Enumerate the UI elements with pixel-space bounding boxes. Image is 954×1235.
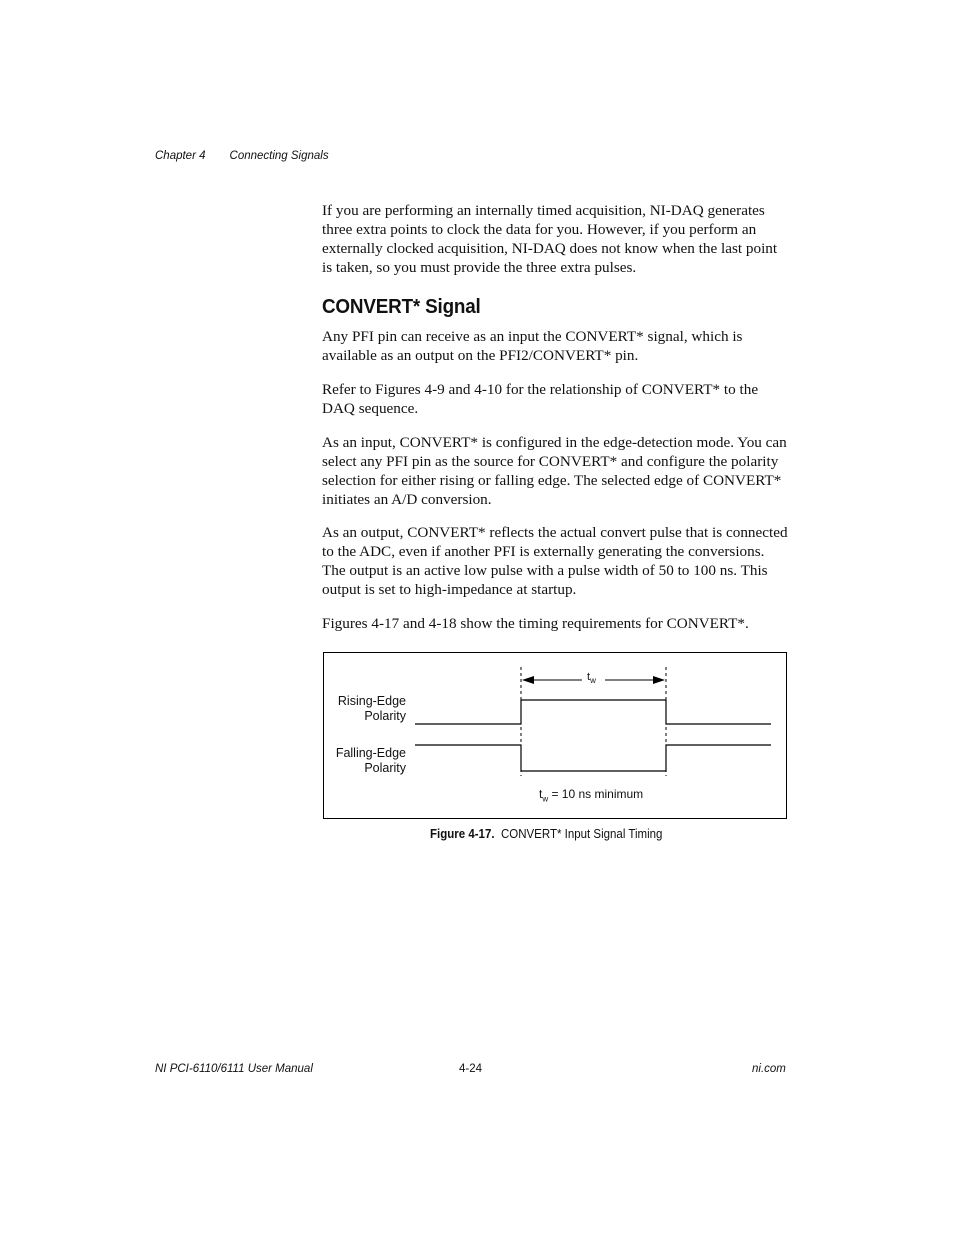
rising-edge-waveform <box>415 700 771 724</box>
figure-number: Figure 4-17. <box>430 827 495 841</box>
paragraph-4-block <box>322 523 790 599</box>
paragraph-2-block <box>322 380 790 418</box>
tw-note-symbol: t <box>539 787 543 801</box>
tw-arrowhead-right <box>653 676 665 684</box>
falling-edge-label-line1: Falling-Edge <box>335 746 406 760</box>
falling-edge-waveform <box>415 745 771 771</box>
figure-caption <box>430 827 662 841</box>
tw-note-text: = 10 ns minimum <box>548 787 644 801</box>
chapter-label: Chapter 4 <box>155 150 206 162</box>
tw-minimum-note <box>539 787 643 803</box>
intro-paragraph-block <box>322 201 790 277</box>
footer-website: ni.com <box>752 1063 786 1075</box>
running-header <box>155 150 329 162</box>
intro-paragraph: If you are performing an internally timed acquisition, NI-DAQ generates three extra points to clock the data for you. However, if you perform an externally clocked acquisition, NI-DAQ does not know when the last point is taken, so you must provide the three extra pulses. <box>322 202 778 276</box>
paragraph: Figures 4-17 and 4-18 show the timing requirements for CONVERT*. <box>322 615 749 632</box>
falling-edge-label-line2: Polarity <box>364 761 406 775</box>
tw-note-subscript: w <box>542 794 549 804</box>
paragraph-3-block <box>322 433 790 509</box>
falling-edge-label <box>324 746 406 776</box>
rising-edge-label <box>324 694 406 724</box>
paragraph: Refer to Figures 4-9 and 4-10 for the relationship of CONVERT* to the DAQ sequence. <box>322 381 759 417</box>
rising-edge-label-line1: Rising-Edge <box>337 694 406 708</box>
section-label: Connecting Signals <box>229 150 329 162</box>
paragraph-5-block <box>322 614 790 633</box>
tw-symbol: t <box>587 671 591 683</box>
paragraph: As an input, CONVERT* is configured in the edge-detection mode. You can select any PFI pin as the source for CONVERT* and configure the polarity selection for either rising or falling edge. The selected edge of CONVERT* initiates an A/D conversion. <box>322 434 787 508</box>
paragraph: As an output, CONVERT* reflects the actual convert pulse that is connected to the ADC, even if another PFI is externally generating the conversions. The output is an active low pulse with a pulse width of 50 to 100 ns. This output is set to high-impedance at startup. <box>322 524 788 598</box>
footer-page-number: 4-24 <box>459 1063 483 1075</box>
rising-edge-label-line2: Polarity <box>364 709 406 723</box>
tw-arrow-label <box>587 671 596 685</box>
tw-subscript: w <box>590 676 596 686</box>
section-heading: CONVERT* Signal <box>322 295 481 318</box>
paragraph-1-block <box>322 327 790 365</box>
paragraph: Any PFI pin can receive as an input the CONVERT* signal, which is available as an output on the PFI2/CONVERT* pin. <box>322 328 743 364</box>
timing-diagram-figure <box>323 652 787 819</box>
figure-title: CONVERT* Input Signal Timing <box>500 827 663 841</box>
tw-arrowhead-left <box>522 676 534 684</box>
footer-manual-title: NI PCI-6110/6111 User Manual <box>155 1063 313 1075</box>
